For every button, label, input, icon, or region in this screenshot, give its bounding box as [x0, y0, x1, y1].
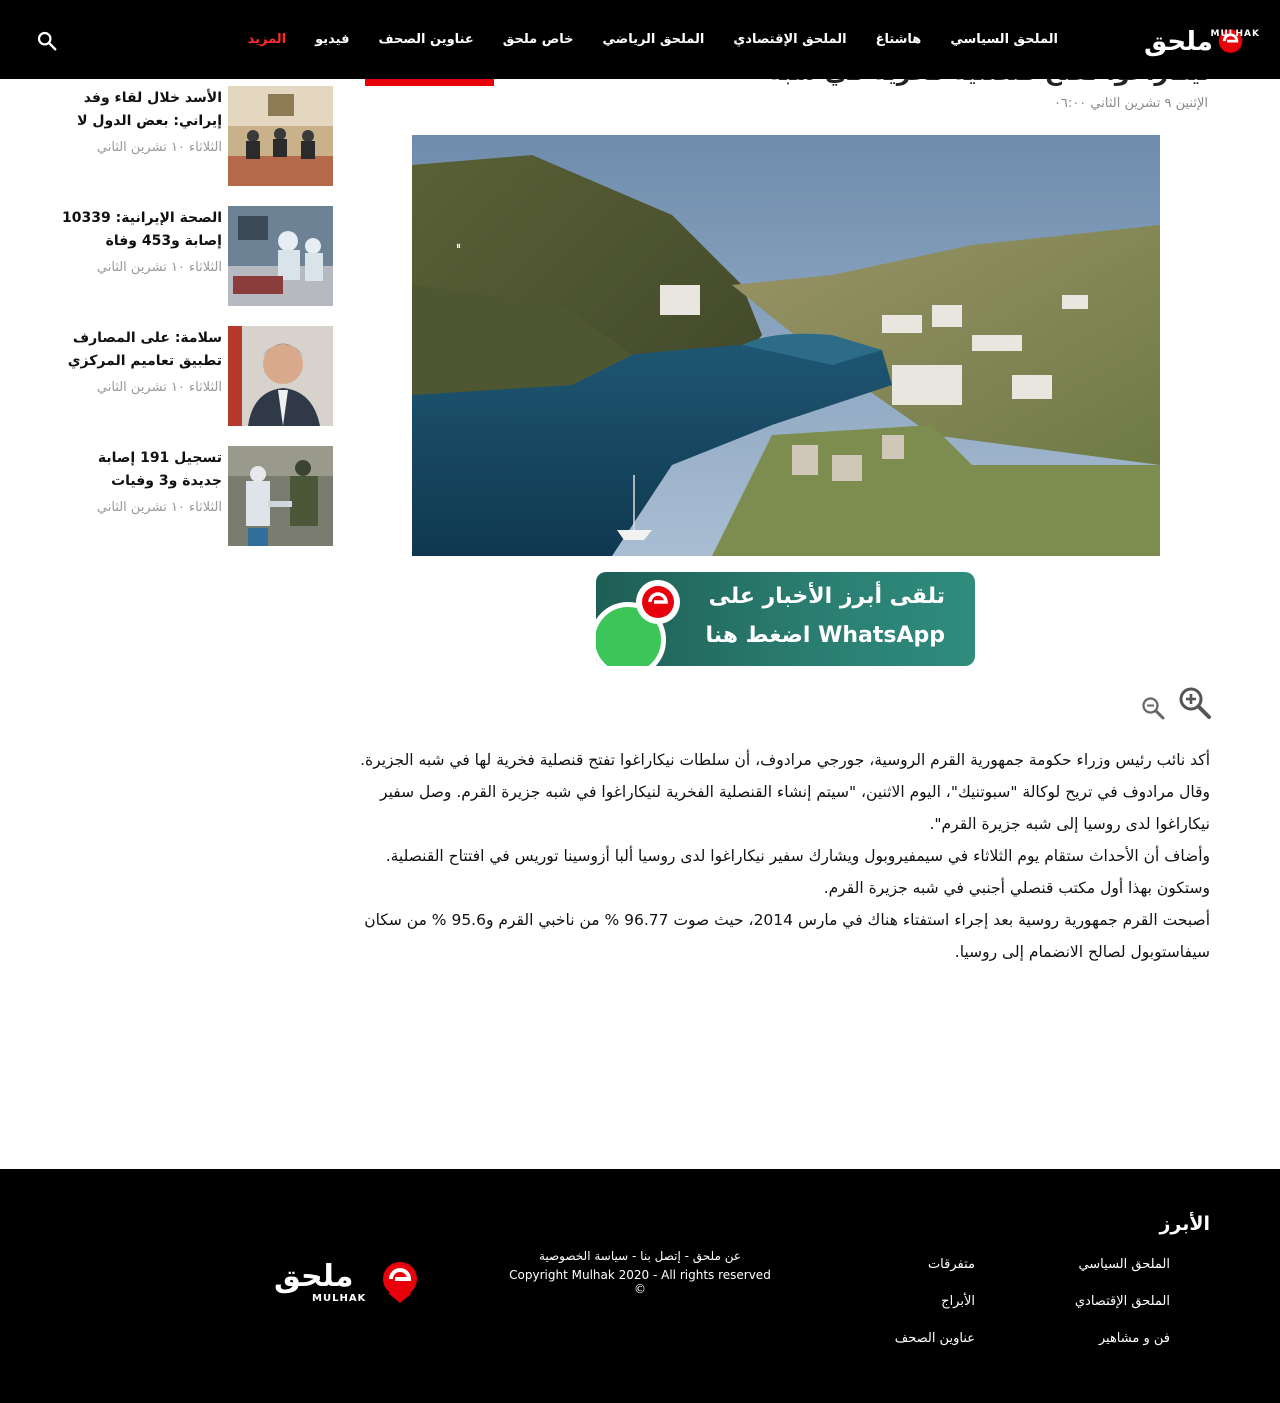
site-footer [0, 1169, 1280, 1403]
whatsapp-banner-line2: WhatsApp اضغط هنا [705, 623, 945, 648]
sidebar-news-item[interactable] [60, 446, 333, 546]
footer-privacy-link[interactable]: سياسة الخصوصية [538, 1249, 629, 1263]
search-icon[interactable] [36, 30, 58, 52]
footer-link-headlines[interactable]: عناوين الصحف [894, 1331, 975, 1346]
nav-item-video[interactable]: فيديو [315, 32, 350, 47]
article-body [360, 744, 1210, 968]
footer-contact-link[interactable]: إتصل بنا [640, 1249, 681, 1263]
footer-legal [508, 1249, 772, 1296]
nav-item-more[interactable]: المزيد [247, 32, 287, 47]
article-paragraph: أكد نائب رئيس وزراء حكومة جمهورية القرم الروسية، جورجي مرادوف، أن سلطات نيكاراغوا تفتح قنصلية فخرية لها في شبه الجزيرة. [360, 751, 1210, 769]
article-paragraph: وستكون بهذا أول مكتب قنصلي أجنبي في شبه جزيرة القرم. [823, 879, 1210, 897]
nav-item-sports[interactable]: الملحق الرياضي [602, 32, 705, 47]
related-news-sidebar [60, 86, 333, 566]
article-paragraph: وأضاف أن الأحداث ستقام يوم الثلاثاء في سيمفيروبول ويشارك سفير نيكاراغوا لدى روسيا ألبا أزوسينا توريس في افتتاح القنصلية. [385, 847, 1210, 865]
news-title[interactable]: الصحة الإيرانية: 10339 إصابة و453 وفاة [62, 210, 222, 249]
pause-icon: ⏸ [456, 241, 461, 252]
logo-mark-icon [636, 580, 680, 624]
site-logo[interactable] [1144, 22, 1244, 62]
footer-heading: الأبرز [1159, 1213, 1210, 1235]
crimea-bay-photo [412, 135, 1160, 556]
news-date: الثلاثاء ١٠ تشرين الثاني [96, 260, 222, 275]
article-paragraph: أصبحت القرم جمهورية روسية بعد إجراء استفتاء هناك في مارس 2014، حيث صوت 96.77 % من ناخبي القرم و95.6 % من سكان سيفاستوبول لصالح الانضمام إلى روسيا. [364, 911, 1210, 961]
article-date: الإثنين ٩ تشرين الثاني ٠٦:٠٠ [1053, 96, 1208, 111]
mulhak-badge-icon [636, 580, 680, 624]
main-navigation [248, 0, 1058, 79]
news-title[interactable]: الأسد خلال لقاء وفد إيراني: بعض الدول لا [77, 90, 222, 129]
logo-subtitle: MULHAK [1210, 29, 1260, 39]
news-date: الثلاثاء ١٠ تشرين الثاني [96, 500, 222, 515]
zoom-in-icon[interactable] [1178, 686, 1212, 720]
news-thumbnail [228, 86, 333, 186]
footer-logo-text: ملحق [274, 1259, 354, 1294]
news-title[interactable]: تسجيل 191 إصابة جديدة و3 وفيات [97, 450, 222, 489]
news-date: الثلاثاء ١٠ تشرين الثاني [96, 380, 222, 395]
footer-separator: - [632, 1249, 637, 1263]
footer-separator: - [684, 1249, 689, 1263]
article-hero-image [412, 135, 1160, 556]
nav-item-economic[interactable]: الملحق الإقتصادي [733, 32, 847, 47]
footer-link-celebrities[interactable]: فن و مشاهير [1098, 1331, 1170, 1346]
news-date: الثلاثاء ١٠ تشرين الثاني [96, 140, 222, 155]
news-thumbnail [228, 206, 333, 306]
logo-text: ملحق [1144, 27, 1213, 57]
footer-link-horoscope[interactable]: الأبراج [941, 1294, 975, 1309]
footer-link-political[interactable]: الملحق السياسي [1078, 1257, 1170, 1272]
footer-about-link[interactable]: عن ملحق [692, 1249, 742, 1263]
nav-item-headlines[interactable]: عناوين الصحف [378, 32, 474, 47]
news-thumbnail [228, 446, 333, 546]
nav-item-hashtag[interactable]: هاشتاغ [875, 32, 922, 47]
nav-item-exclusive[interactable]: خاص ملحق [502, 32, 574, 47]
article-paragraph: وقال مرادوف في تريح لوكالة "سبوتنيك"، اليوم الاثنين، "سيتم إنشاء القنصلية الفخرية لنيكاراغوا في شبه جزيرة القرم. وصل سفير نيكاراغوا لدى روسيا إلى شبه جزيرة القرم". [380, 783, 1210, 833]
footer-copyright: Copyright Mulhak 2020 - All rights reserved © [509, 1268, 771, 1296]
sidebar-news-item[interactable] [60, 86, 333, 186]
whatsapp-banner-line1: تلقى أبرز الأخبار على [708, 584, 945, 609]
footer-link-misc[interactable]: متفرقات [927, 1257, 975, 1272]
nav-item-political[interactable]: الملحق السياسي [950, 32, 1058, 47]
sidebar-news-item[interactable] [60, 326, 333, 426]
footer-logo-subtitle: MULHAK [312, 1293, 367, 1304]
zoom-out-icon[interactable] [1141, 696, 1165, 720]
whatsapp-subscribe-banner[interactable] [596, 572, 975, 666]
sidebar-news-item[interactable] [60, 206, 333, 306]
news-thumbnail [228, 326, 333, 426]
footer-link-economic[interactable]: الملحق الإقتصادي [1074, 1294, 1170, 1309]
news-title[interactable]: سلامة: على المصارف تطبيق تعاميم المركزي [67, 330, 222, 369]
footer-logo[interactable] [270, 1257, 420, 1307]
top-navigation-bar [0, 0, 1280, 79]
